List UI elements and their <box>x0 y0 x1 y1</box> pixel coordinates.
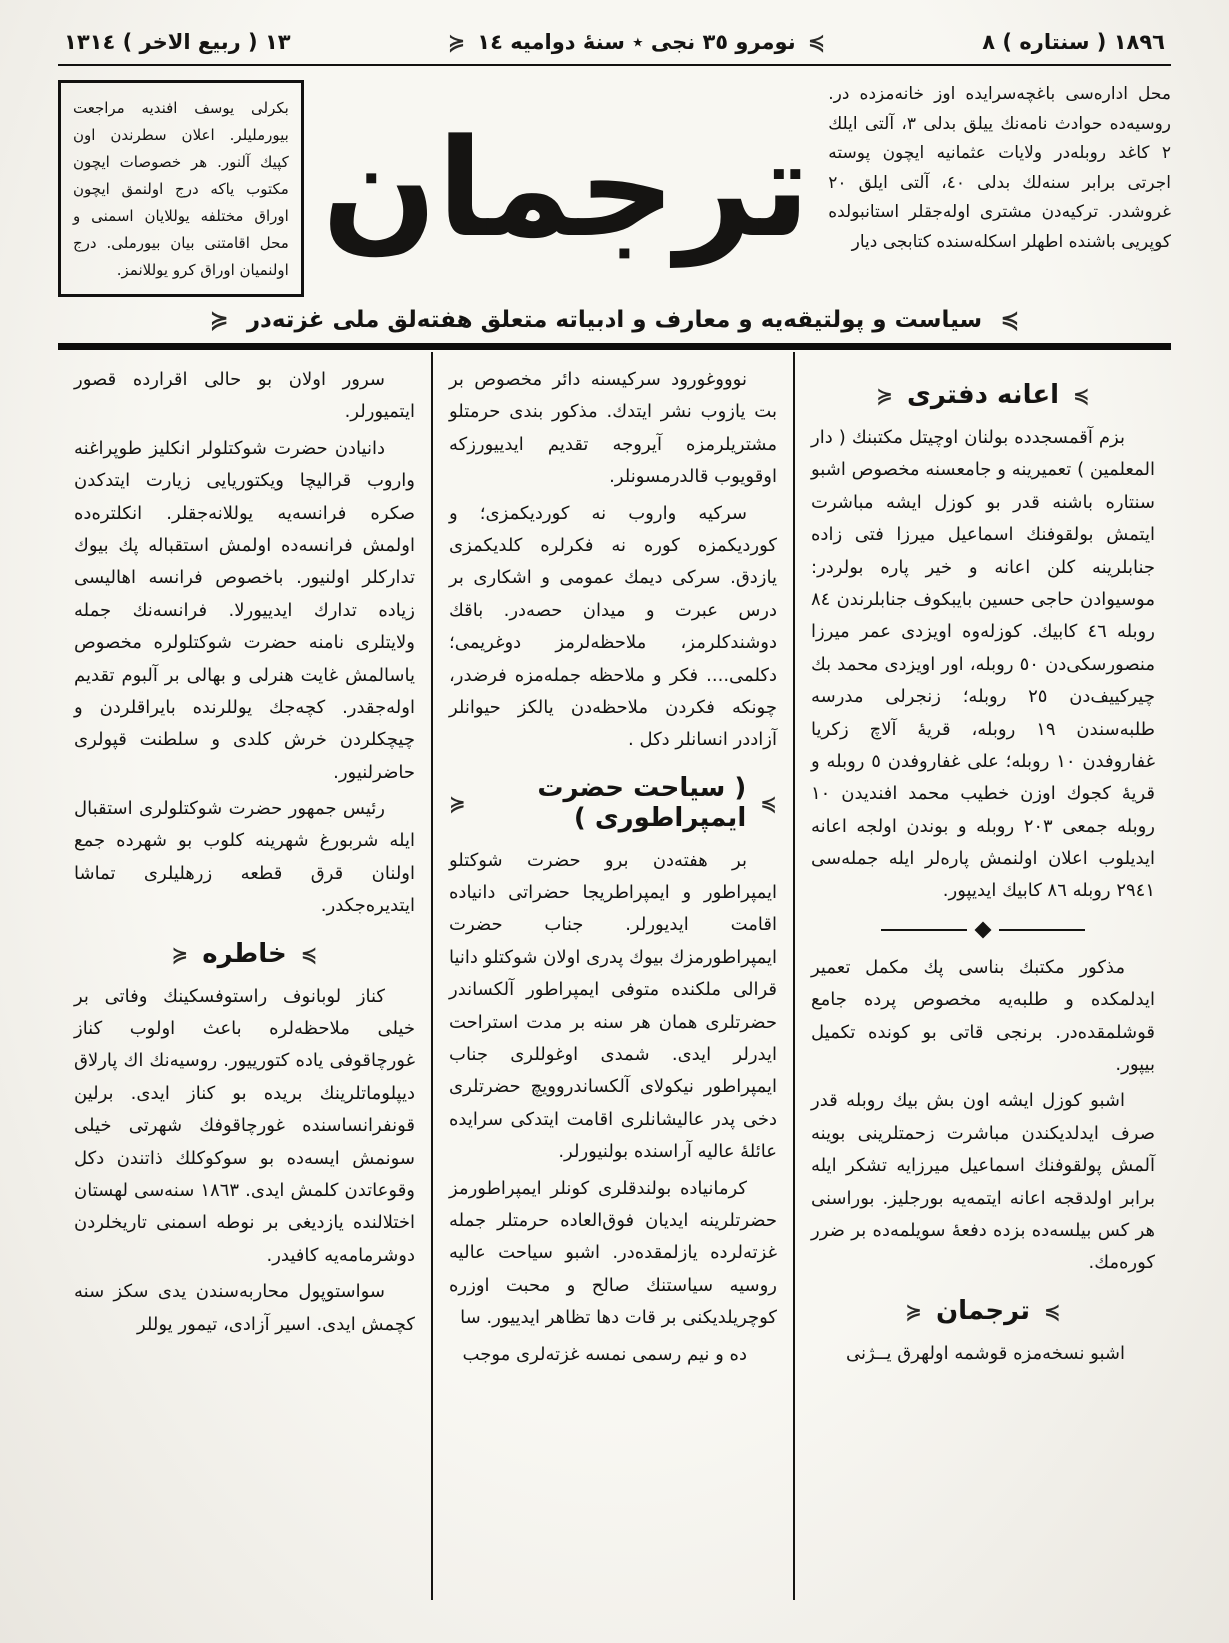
flourish-icon: ≽ <box>1000 307 1020 333</box>
paragraph: سواستوپول محاربه‌سندن يدى سكز سنه كچمش ايدى. اسير آزادى، تيمور يوللر <box>74 1281 415 1335</box>
paragraph: مذكور مكتبك بناسى پك مكمل تعمير ايدلمكده و طلبه‌يه مخصوص پرده جامع قوشلمقده‌در. برنجى قاتى بو كونده تكميل بيپور. <box>811 956 1155 1076</box>
dateline <box>58 30 1171 54</box>
gregorian-date: ١٨٩٦ ( سنتاره ) ٨ <box>982 30 1165 54</box>
section-headline-text: خاطره <box>202 938 287 969</box>
paragraph: رئيس جمهور حضرت شوكتلولرى استقبال ايله شربورغ شهرينه كلوب بو شهرده جمع اولنان قرق قطعه زرهليلرى تماشا ايتديره‌جكدر. <box>74 798 415 917</box>
flourish-icon: ≼ <box>171 941 189 966</box>
section-headline-text: ترجمان <box>935 1295 1031 1326</box>
subtitle-banner <box>58 299 1171 350</box>
ornament-divider <box>881 924 1085 936</box>
flourish-icon: ≽ <box>1073 383 1090 407</box>
column-middle <box>431 352 793 1600</box>
paragraph: بزم آقمسجدده بولنان اوچيتل مكتبنك ( دار المعلمين ) تعميرينه و جامعسنه مخصوص اشبو سنتاره باشنه قدر بو كوزل ايشه مباشرت ايتمش بولقوفنك اسماعيل ميرزا فتى زاده جنابلرينه كلن اعانه و خير پاره بولردر: موسيوادن حاجى حسين بايبكوف جنابلرندن ٨٤ روبله ٤٦ كابيك. كوزله‌وه اويزدى عمر ميرزا منصورسكى‌دن ٥٠ روبله، اور اويزدى محمد بك چيركييف‌دن ٢٥ روبله؛ زنجرلى مدرسه طلبه‌سندن ١٩ روبله، قريهٔ آلاچ زكريا غفاروفدن ١٠ روبله؛ على غفاروفدن ٥ روبله و قريهٔ كجوك اوزن خطيب محمد افنديدن ١٠ روبله جمعى ٢٠٣ روبله و بوندن اولجه اعانه ايديلوب اعلان اولنمش پاره‌لر ايله جمله‌سى ٢٩٤١ روبله ٨٦ كابيك ايديپور. <box>811 427 1155 902</box>
paragraph: دانيادن حضرت شوكتلولر انكليز طوپراغنه واروب قراليچا ويكتوريايى زيارت ايتدكدن صكره فرانسه‌يه يوللانه‌جقلر. انكلتره‌ده اولمش فرانسه‌ده اولمش استقباله پك بيوك تداركلر اولنيور. باخصوص فرانسه اهاليسى زياده تدارك ايدييورلا. فرانسه‌نك جمله ولايتلرى نامنه حضرت شوكتلولره مخصوص ياسالمش غايت هنرلى و بهالى بر آلبوم تقديم اوله‌جقدر. كچه‌جك يوللرنده بايراقلردن و چيچكلردن خرش كلدى و سلطنت قپولرى حاضرلنيور. <box>74 437 415 783</box>
paragraph: سرور اولان بو حالى اقرارده قصور ايتميورلر. <box>74 369 415 423</box>
hijri-date: ١٣ ( ربيع الاخر ) ١٣١٤ <box>64 30 291 54</box>
paragraph: كرمانياده بولندقلرى كونلر ايمپراطورمز حضرتلرينه ايديان فوق‌العاده حرمتلر جمله غزته‌لرده يازلمقده‌در. اشبو سياحت عاليه روسيه سياستنك صالح و محبت اوزره كوچريلديكنى بر قات دها تظاهر ايدييور. سا <box>449 1177 777 1329</box>
flourish-icon: ≽ <box>300 941 318 966</box>
column-right <box>793 352 1171 1600</box>
paragraph: كناز لوبانوف راستوفسكينك وفاتى بر خيلى ملاحظه‌لره باعث اولوب كناز غورچاقوفى ياده كتورييور. روسيه‌نك اك پارلاق ديپلوماتلرينك بريده بو كناز ايدى. برلين قونفرانساسنده غورچاقوفك شهرتى خيلى سونمش ايسه‌ده بو سوكوكلك ذاتندن دكل وقوعاتدن كلمش ايدى. ١٨٦٣ سنه‌سى لهستان اختلالنده يازديغى بر نوطه اسمنى تاريخلردن دوشرمامه‌يه كافيدر. <box>74 985 415 1266</box>
section-headline-text: اعانه دفترى <box>907 380 1060 410</box>
flourish-icon: ≼ <box>449 790 466 815</box>
flourish-icon: ≽ <box>760 790 777 815</box>
diamond-icon <box>975 921 992 938</box>
paragraph: اشبو نسخه‌مزه قوشمه اولهرق يــژنى <box>846 1342 1125 1364</box>
flourish-icon: ≽ <box>1044 1298 1061 1323</box>
issue-number <box>448 30 826 54</box>
section-headline <box>811 380 1155 410</box>
paragraph: بر هفته‌دن برو حضرت شوكتلو ايمپراطور و ايمپراطريجا حضراتى دانياده اقامت ايديورلر. جناب حضرت ايمپراطورمزك بيوك پدرى اولان شوكتلو دانيا قرالى ملكنده متوفى ايمپراطور آلكساندر حضرتلرى همان هر سنه بر مدت استراحت ايدرلر ايدى. شمدى اوغوللرى جناب ايمپراطور نيكولاى آلكساندروويچ حضرتلرى دخى پدر عاليشانلرى اقامت ايتدكى سرايده عائلهٔ عاليه آراسنده بولنيورلر. <box>449 849 777 1163</box>
paragraph: اشبو كوزل ايشه اون بش بيك روبله قدر صرف ايدلديكندن مباشرت زحمتلرينى بوينه آلمش پولقوفنك اسماعيل ميرزايه تشكر ايله برابر اولدقجه اعانه ايتمه‌يه بورجليز. بوراسنى هر كس بيلسه‌ده بزده دفعهٔ سويلمه‌ده بر ضرر كوره‌مك. <box>811 1090 1155 1274</box>
administration-info: محل اداره‌سى باغچه‌سرايده اوز خانه‌مزده در. روسيه‌ده حوادث نامه‌نك ييلق بدلى ٣، آلتى ايلك ٢ كاغد روبله‌در ولايات عثمانيه ايچون پوسته اجرتى برابر سنه‌لك بدلى ٤٠، آلتى ايلق ٢٠ غروشدر. تركيه‌دن مشترى اوله‌جقلر استانبولده كوپريى باشنده اطهلر اسكله‌سنده كتابجى ديار <box>828 84 1172 252</box>
newspaper-title: ترجمان <box>321 110 811 267</box>
section-headline <box>449 773 777 833</box>
article-columns <box>58 352 1171 1600</box>
section-headline <box>811 1296 1155 1326</box>
section-headline-text: ( سياحت حضرت ايمپراطورى ) <box>537 772 747 833</box>
paragraph: ده و نيم رسمى نمسه غزته‌لرى موجب <box>462 1343 747 1365</box>
section-headline <box>74 939 415 969</box>
paragraph: نوووغورود سركيسنه دائر مخصوص بر بت يازوب نشر ايتدك. مذكور بندى حرمتلو مشتريلرمزه آيروجه تقديم ايدييورزكه اوقويوب قالدرمسونلر. <box>449 369 777 488</box>
column-left <box>58 352 431 1600</box>
flourish-icon: ≼ <box>876 383 893 407</box>
notice-box: بكرلى يوسف افنديه مراجعت بيورمليلر. اعلان سطرندن اون كپيك آلنور. هر خصوصات ايچون مكتوب ياكه درج اولنمق ايچون اوراق مختلفه يوللايان اسمنى و محل اقامتنى بيان بيورملى. درج اولنميان اوراق كرو يوللانمز. <box>58 80 304 297</box>
flourish-icon: ≽ <box>807 30 826 54</box>
masthead <box>58 66 1171 299</box>
flourish-icon: ≼ <box>905 1298 922 1323</box>
flourish-icon: ≼ <box>447 30 466 54</box>
paragraph: سركيه واروب نه كورديكمزى؛ و كورديكمزه كوره نه فكرلره كلديكمزى يازدق. سركى ديمك عمومى و اشكارى بر درس عبرت و ميدان حصه‌در. باقك دوشندكلرمز، ملاحظه‌لرمز دوغريمى؛ دكلمى.... فكر و ملاحظه جمله‌مزه فرضدر، چونكه فكردن ملاحظه‌دن يالكز حيوانلر آزاددر انسانلر دكل . <box>449 502 777 751</box>
issue-number-text: نومرو ٣٥ نجى ٭ سنهٔ دواميه ١٤ <box>477 30 796 54</box>
subtitle-text: سياست و پولتيقه‌يه و معارف و ادبياته متعلق هفته‌لق ملى غزته‌در <box>246 307 983 333</box>
flourish-icon: ≼ <box>209 307 229 333</box>
